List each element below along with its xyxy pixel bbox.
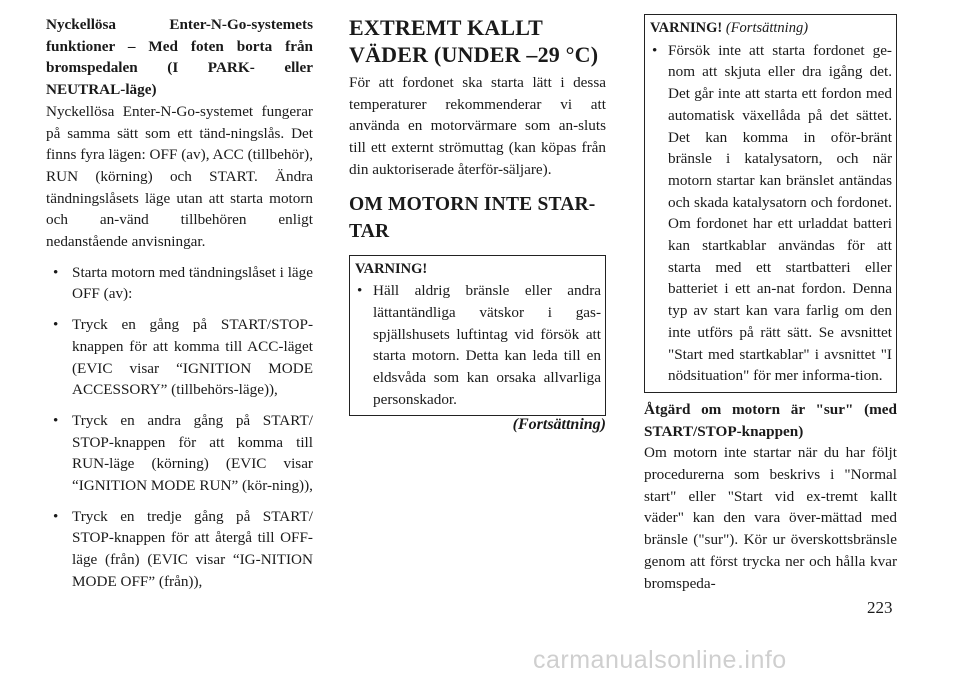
column-left bbox=[46, 14, 313, 593]
intro-paragraph: Nyckellösa Enter-N-Go-systemet fungerar på samma sätt som ett tänd-ningslås. Det finns fyra lägen: OFF (av), ACC (tillbehör), RUN (körning) och START. Ändra tändningslåsets läge utan att starta motorn och an-vänd tillbehören enligt nedanstående anvisningar. bbox=[46, 102, 313, 251]
list-item: • Tryck en andra gång på START/ STOP-knappen för att komma till RUN-läge (körning) (EVIC visar “IGNITION MODE RUN” (kör-ning)), bbox=[46, 410, 313, 497]
warning-title: VARNING! bbox=[355, 260, 428, 277]
watermark: carmanualsonline.info bbox=[533, 646, 787, 674]
warning-box-continued bbox=[644, 14, 897, 393]
column-middle bbox=[349, 14, 606, 436]
list-item: • Tryck en gång på START/STOP-knappen för att komma till ACC-läget (EVIC visar “IGNITION MODE ACCESSORY” (tillbehörs-läge)), bbox=[46, 314, 313, 401]
engine-not-start-heading: OM MOTORN INTE STAR-TAR bbox=[349, 193, 596, 242]
list-item: • Starta motorn med tändningslåset i läge OFF (av): bbox=[46, 262, 313, 305]
flooded-engine-paragraph: Om motorn inte startar när du har följt procedurerna som beskrivs i "Normal start" eller "Start vid ex-tremt kallt väder" kan den vara över-mättad med bränsle ("sur"). Kör ur överskottsbränsle genom att först trycka ner och hålla kvar bromspeda- bbox=[644, 444, 897, 592]
warning-bullet: • Häll aldrig bränsle eller andra lättantändliga vätskor i gas-spjällshusets luftintag vid försök att starta motorn. Detta kan leda till en eldsvåda som kan orsaka allvarliga personskador. bbox=[355, 280, 601, 410]
warning-continued-label: (Fortsättning) bbox=[725, 20, 809, 36]
flooded-engine-heading: Åtgärd om motorn är "sur" (med START/STOP-knappen) bbox=[644, 400, 897, 440]
warning-bullet: • Försök inte att starta fordonet ge-nom att skjuta eller dra igång det. Det går inte att starta ett fordon med automatisk växellåda på det sättet. Det kan komma in oför-bränt bränsle i katalysatorn, och när motorn startar kan bränslet antändas och skada katalysatorn och fordonet. Om fordonet har ett urladdat batteri kan startkablar användas för att starta med ett startbatteri eller batteriet i ett an-nat fordon. Denna typ av start kan vara farlig om den inte utförs på rätt sätt. Se avsnittet "Start med startkablar" i avsnittet "I nödsituation" för mer informa-tion. bbox=[650, 40, 892, 387]
continued-label: (Fortsättning) bbox=[512, 416, 606, 434]
column-right bbox=[644, 14, 897, 594]
warning-title-text: VARNING! bbox=[650, 20, 723, 36]
page-number: 223 bbox=[867, 598, 893, 617]
instruction-list bbox=[46, 262, 313, 593]
warning-title bbox=[650, 18, 892, 40]
warning-list bbox=[650, 40, 892, 387]
cold-weather-heading: EXTREMT KALLT VÄDER (UNDER –29 °C) bbox=[349, 15, 599, 67]
warning-list bbox=[355, 280, 601, 410]
section-heading: Nyckellösa Enter-N-Go-systemets funktioner – Med foten borta från bromspedalen (I PARK- eller NEUTRAL-läge) bbox=[46, 16, 313, 99]
cold-weather-paragraph: För att fordonet ska starta lätt i dessa temperaturer rekommenderar vi att använda en motorvärmare som an-sluts till ett externt strömuttag (kan köpas från din auktoriserade återför-säljare). bbox=[349, 74, 606, 178]
list-item: • Tryck en tredje gång på START/ STOP-knappen för att återgå till OFF-läge (från) (EVIC visar “IG-NITION MODE OFF” (från)), bbox=[46, 506, 313, 593]
warning-box bbox=[349, 255, 606, 417]
